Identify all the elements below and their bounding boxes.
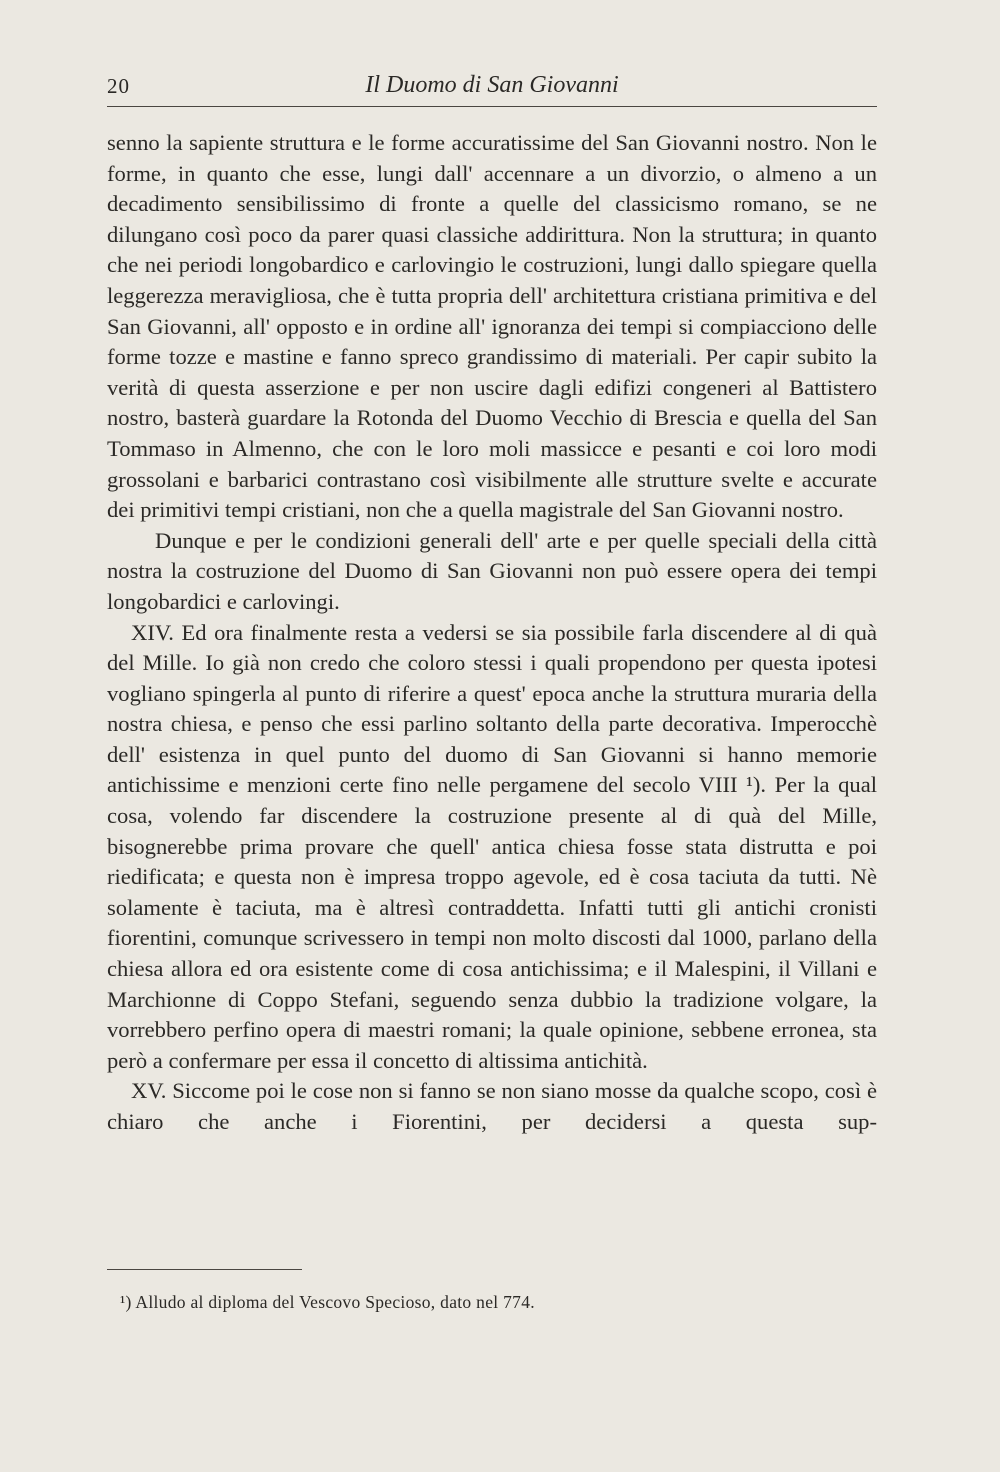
footnote-rule	[107, 1269, 302, 1270]
running-head	[107, 70, 877, 107]
footnote: ¹) Alludo al diploma del Vescovo Specioso, dato nel 774.	[120, 1292, 535, 1312]
body-text	[107, 128, 877, 1138]
page-number: 20	[107, 74, 130, 98]
paragraph-continuation: senno la sapiente struttura e le forme accuratissime del San Giovanni nostro. Non le forme, in quanto che esse, lungi dall' accennare a un divorzio, o almeno a un decadimento sensibilissimo di fronte a quelle del classicismo romano, se ne dilungano così poco da parer quasi classiche addirittura. Non la struttura; in quanto che nei periodi longobardico e carlovingio le costruzioni, lungi dallo spiegare quella leggerezza meravigliosa, che è tutta propria dell' architettura cristiana primitiva e del San Giovanni, all' opposto e in ordine all' ignoranza dei tempi si compiacciono delle forme tozze e mastine e fanno spreco grandissimo di materiali. Per capir subito la verità di questa asserzione e per non uscire dagli edifizi congeneri al Battistero nostro, basterà guardare la Rotonda del Duomo Vecchio di Brescia e quella del San Tommaso in Almenno, che con le loro moli massicce e pesanti e coi loro modi grossolani e barbarici contrastano così visibilmente alle strutture svelte e accurate dei primitivi tempi cristiani, non che a quella magistrale del San Giovanni nostro.	[107, 130, 877, 523]
paragraph-dunque: Dunque e per le condizioni generali dell' arte e per quelle speciali della città nostra la costruzione del Duomo di San Giovanni non può essere opera dei tempi longobardici e carlovingi.	[107, 527, 877, 614]
paragraph-xv: XV. Siccome poi le cose non si fanno se non siano mosse da qualche scopo, così è chiaro che anche i Fiorentini, per decidersi a questa sup-	[107, 1078, 877, 1134]
running-title: Il Duomo di San Giovanni	[365, 72, 619, 98]
paragraph-xiv: XIV. Ed ora finalmente resta a vedersi se sia possibile farla discendere al di quà del Mille. Io già non credo che coloro stessi i quali propendono per questa ipotesi vogliano spingerla al punto di riferire a quest' epoca anche la struttura muraria della nostra chiesa, e penso che essi parlino soltanto della parte decorativa. Imperocchè dell' esistenza in quel punto del duomo di San Giovanni si hanno memorie antichissime e menzioni certe fino nelle pergamene del secolo VIII ¹). Per la qual cosa, volendo far discendere la costruzione presente al di quà del Mille, bisognerebbe prima provare che quell' antica chiesa fosse stata distrutta e poi riedificata; e questa non è impresa troppo agevole, ed è cosa taciuta da tutti. Nè solamente è taciuta, ma è altresì contraddetta. Infatti tutti gli antichi cronisti fiorentini, comunque scrivessero in tempi non molto discosti dal 1000, parlano della chiesa allora ed ora esistente come di cosa antichissima; e il Malespini, il Villani e Marchionne di Coppo Stefani, seguendo senza dubbio la tradizione volgare, la vorrebbero perfino opera di maestri romani; la quale opinione, sebbene erronea, sta però a confermare per essa il concetto di altissima antichità.	[107, 619, 877, 1073]
